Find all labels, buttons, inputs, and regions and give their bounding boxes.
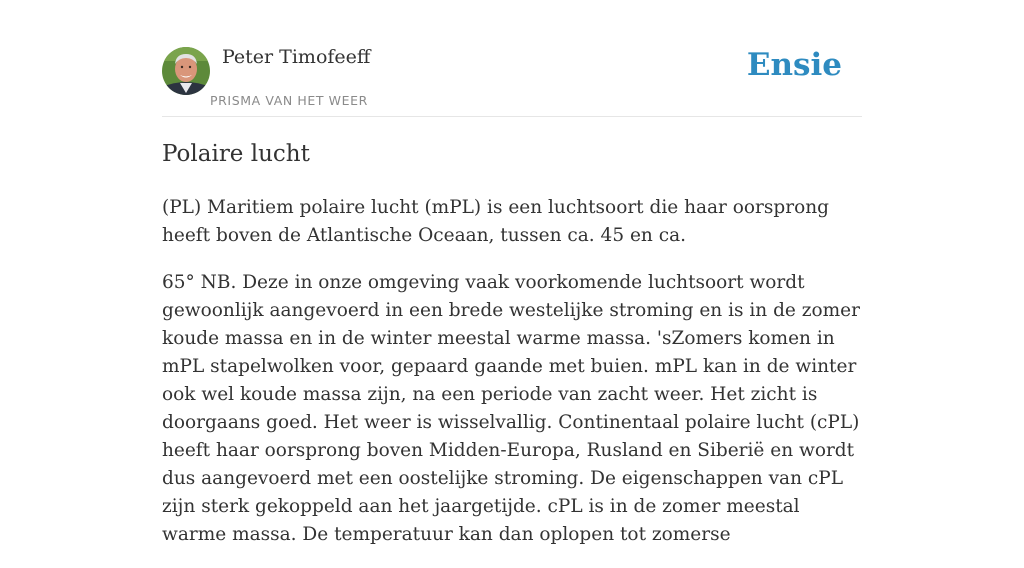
article xyxy=(162,138,866,568)
header xyxy=(162,0,862,117)
article-title: Polaire lucht xyxy=(162,141,310,167)
author-name[interactable]: Peter Timofeeff xyxy=(222,46,371,68)
publication-name[interactable]: PRISMA VAN HET WEER xyxy=(210,93,368,108)
article-paragraph: (PL) Maritiem polaire lucht (mPL) is een luchtsoort die haar oorsprong heeft boven de Atlantische Oceaan, tussen ca. 45 en ca. xyxy=(162,197,829,246)
article-paragraph: 65° NB. Deze in onze omgeving vaak voorkomende luchtsoort wordt gewoonlijk aangevoerd in een brede westelijke stroming en is in de zomer koude massa en in de winter meestal warme massa. 'sZomers komen in mPL stapelwolken voor, gepaard gaande met buien. mPL kan in de winter ook wel koude massa zijn, na een periode van zacht weer. Het zicht is doorgaans goed. Het weer is wisselvallig. Continentaal polaire lucht (cPL) heeft haar oorsprong boven Midden-Europa, Rusland en Siberië en wordt dus aangevoerd met een oostelijke stroming. De eigenschappen van cPL zijn sterk gekoppeld aan het jaargetijde. cPL is in de zomer meestal warme massa. De temperatuur kan dan oplopen tot zomerse xyxy=(162,272,860,545)
author-portrait-icon xyxy=(162,47,210,95)
brand-logo[interactable]: Ensie xyxy=(746,47,842,83)
avatar[interactable] xyxy=(162,47,210,95)
